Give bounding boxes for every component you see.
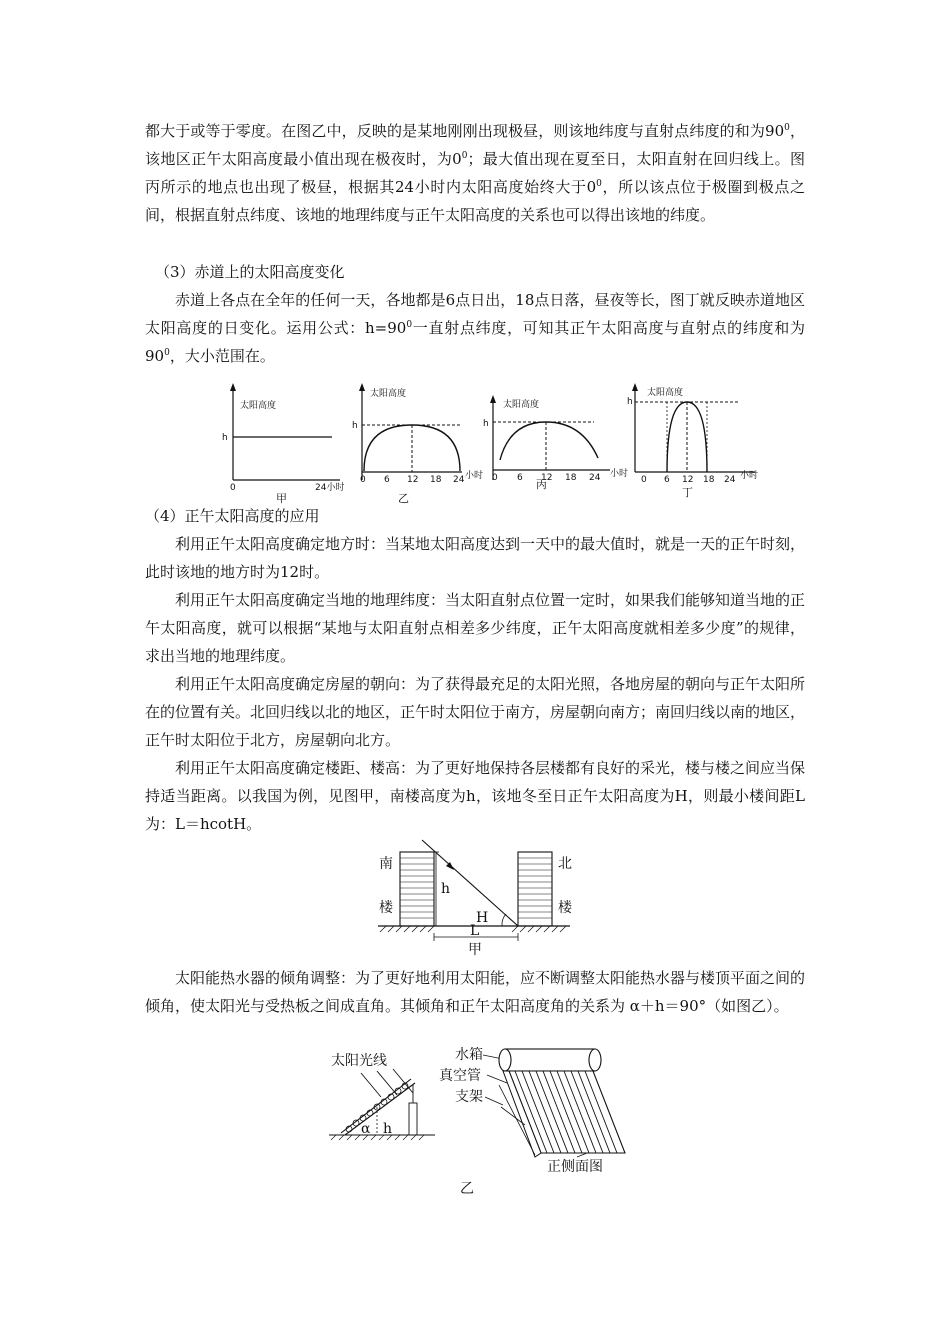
alpha-label: α bbox=[361, 1121, 371, 1137]
svg-text:0: 0 bbox=[641, 475, 647, 485]
svg-text:丁: 丁 bbox=[682, 486, 693, 499]
sunlight-label: 太阳光线 bbox=[331, 1053, 387, 1069]
svg-text:丙: 丙 bbox=[536, 478, 547, 491]
front-side-view-label: 正侧面图 bbox=[547, 1159, 603, 1175]
south-label: 南 bbox=[379, 856, 393, 872]
paragraph-latitude: 利用正午太阳高度确定当地的地理纬度：当太阳直射点位置一定时，如果我们能够知道当地的正午太阳高度，就可以根据“某地与太阳直射点相差多少纬度，正午太阳高度就相差多少度”的规律，求出当地的地理纬度。 bbox=[145, 591, 806, 665]
svg-text:太阳高度: 太阳高度 bbox=[370, 389, 407, 399]
paragraph-polar-day: 都大于或等于零度。在图乙中，反映的是某地刚刚出现极昼，则该地纬度与直射点纬度的和为$90^0$，该地区正午太阳高度最小值出现在极夜时，为$0^0$；最大值出现在夏至日，太阳直射在回归线上。图丙所示的地点也出现了极昼，根据其24小时内太阳高度始终大于$0^0$，所以该点位于极圈到极点之间，根据直射点纬度、该地的地理纬度与正午太阳高度的关系也可以得出该地的纬度。 bbox=[145, 122, 805, 224]
svg-text:24小时: 24小时 bbox=[315, 483, 345, 493]
section-heading-4: （4）正午太阳高度的应用 bbox=[145, 507, 320, 525]
paragraph-orientation: 利用正午太阳高度确定房屋的朝向：为了获得最充足的太阳光照，各地房屋的朝向与正午太阳所在的位置有关。北回归线以北的地区，正午时太阳位于南方，房屋朝向南方；南回归线以南的地区，正午时太阳位于北方，房屋朝向北方。 bbox=[145, 675, 806, 749]
sun-altitude-charts bbox=[200, 380, 780, 505]
angle-H-label: H bbox=[476, 910, 489, 926]
svg-text:小时: 小时 bbox=[740, 471, 759, 481]
water-tank bbox=[505, 1049, 595, 1071]
svg-text:12: 12 bbox=[541, 473, 553, 483]
section-heading-3: （3）赤道上的太阳高度变化 bbox=[155, 263, 345, 281]
svg-text:太阳高度: 太阳高度 bbox=[647, 388, 684, 398]
chart-caption: 甲 bbox=[276, 492, 287, 505]
svg-text:小时: 小时 bbox=[465, 471, 484, 481]
h-label: h bbox=[222, 433, 228, 443]
north-building bbox=[518, 852, 552, 926]
svg-text:18: 18 bbox=[703, 475, 715, 485]
y-axis-label: 太阳高度 bbox=[240, 401, 277, 411]
chart-ding bbox=[627, 383, 758, 499]
svg-text:h: h bbox=[352, 421, 358, 431]
L-label: L bbox=[470, 923, 480, 939]
svg-text:6: 6 bbox=[517, 473, 523, 483]
svg-text:0: 0 bbox=[492, 473, 498, 483]
altitude-curve bbox=[500, 422, 598, 460]
solar-heater-diagram bbox=[325, 1045, 645, 1195]
svg-text:12: 12 bbox=[682, 475, 694, 485]
vacuum-tube-label: 真空管 bbox=[439, 1068, 481, 1084]
figure-caption: 乙 bbox=[460, 1181, 474, 1195]
chart-bing bbox=[483, 395, 628, 491]
paragraph-building-distance: 利用正午太阳高度确定楼距、楼高：为了更好地保持各层楼都有良好的采光，楼与楼之间应当保持适当距离。以我国为例，见图甲，南楼高度为h，该地冬至日正午太阳高度为H，则最小楼间距L为：L＝hcotH。 bbox=[145, 759, 806, 833]
chart-jia bbox=[222, 383, 344, 505]
svg-text:24: 24 bbox=[453, 475, 465, 485]
figure-caption: 甲 bbox=[468, 942, 482, 958]
paragraph-equator: 赤道上各点在全年的任何一天，各地都是6点日出，18点日落，昼夜等长，图丁就反映赤道地区太阳高度的日变化。运用公式：$h=90^0$一直射点纬度，可知其正午太阳高度与直射点的纬度和为$90^0$，大小范围在。 bbox=[145, 291, 805, 365]
water-tank-label: 水箱 bbox=[455, 1047, 483, 1063]
building-spacing-diagram bbox=[370, 838, 590, 958]
north-label: 北 bbox=[558, 856, 572, 872]
svg-text:太阳高度: 太阳高度 bbox=[503, 400, 540, 410]
svg-text:24: 24 bbox=[589, 473, 601, 483]
chart-yi bbox=[352, 383, 483, 505]
svg-text:楼: 楼 bbox=[558, 900, 572, 916]
paragraph-solar-heater: 太阳能热水器的倾角调整：为了更好地利用太阳能，应不断调整太阳能热水器与楼顶平面之间的倾角，使太阳光与受热板之间成直角。其倾角和正午太阳高度角的关系为 α＋h＝90°（如图乙）。 bbox=[145, 969, 806, 1015]
svg-text:0: 0 bbox=[360, 475, 366, 485]
svg-text:乙: 乙 bbox=[398, 492, 409, 505]
svg-text:h: h bbox=[627, 397, 633, 407]
svg-text:12: 12 bbox=[407, 475, 419, 485]
svg-text:h: h bbox=[483, 419, 489, 429]
svg-text:6: 6 bbox=[384, 475, 390, 485]
svg-text:0: 0 bbox=[230, 483, 236, 493]
h-label: h bbox=[383, 1121, 393, 1137]
support-label: 支架 bbox=[455, 1089, 483, 1105]
svg-text:18: 18 bbox=[430, 475, 442, 485]
svg-text:18: 18 bbox=[565, 473, 577, 483]
svg-text:小时: 小时 bbox=[610, 469, 629, 479]
paragraph-local-time: 利用正午太阳高度确定地方时：当某地太阳高度达到一天中的最大值时，就是一天的正午时刻，此时该地的地方时为12时。 bbox=[145, 535, 806, 581]
h-label: h bbox=[441, 881, 451, 897]
south-building bbox=[400, 852, 434, 926]
svg-text:6: 6 bbox=[664, 475, 670, 485]
svg-text:24: 24 bbox=[724, 475, 736, 485]
svg-text:楼: 楼 bbox=[379, 900, 393, 916]
